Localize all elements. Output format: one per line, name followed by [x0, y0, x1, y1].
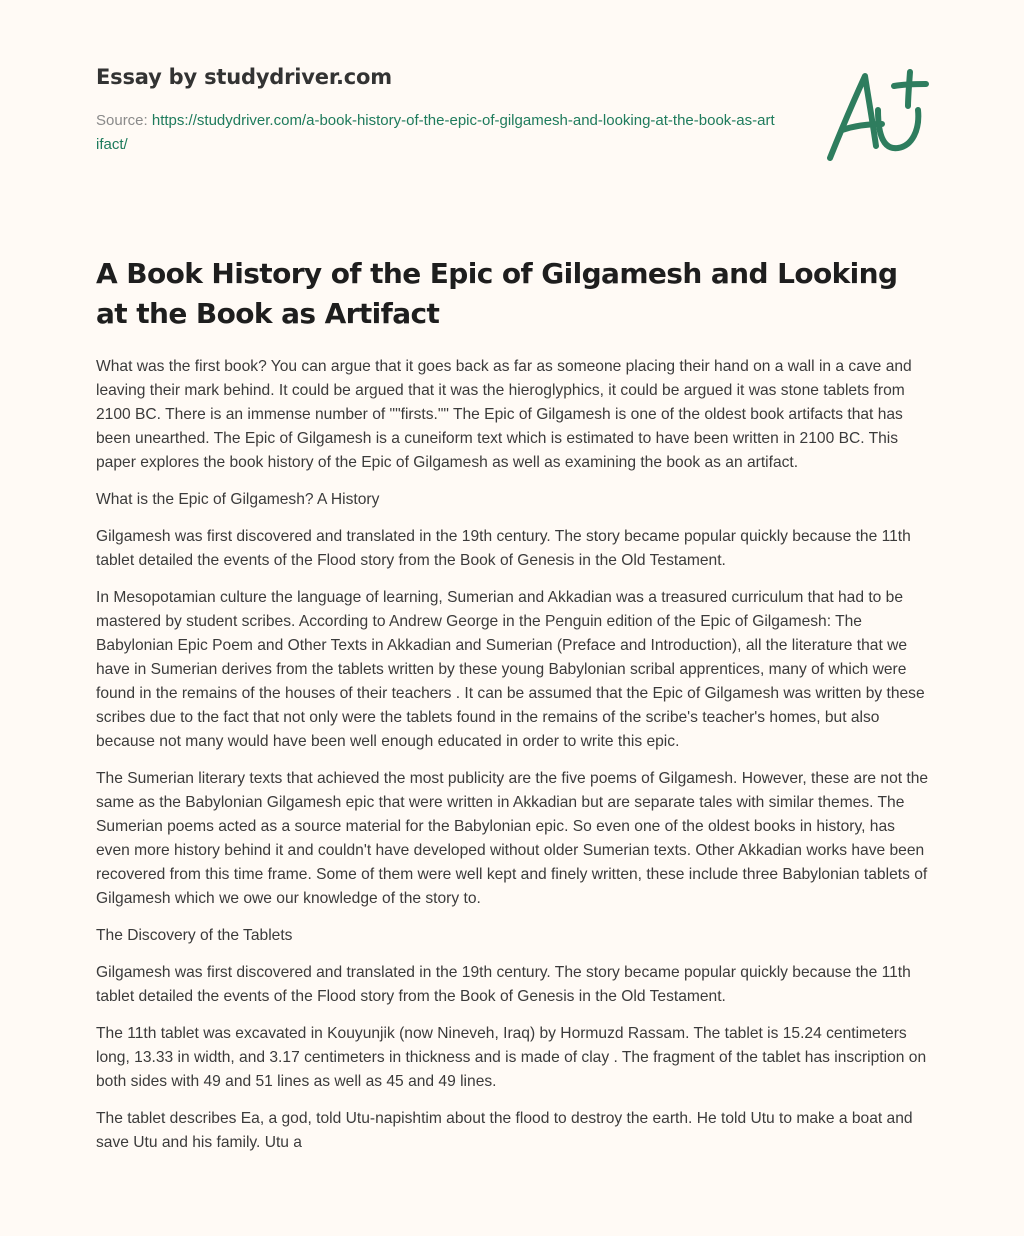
source-line — [96, 109, 776, 157]
paragraph: The tablet describes Ea, a god, told Utu-napishtim about the flood to destroy the earth. He told Utu to make a boat and save Utu and his family. Utu a — [96, 1110, 913, 1151]
page-header — [96, 62, 796, 157]
source-link[interactable]: https://studydriver.com/a-book-history-of-the-epic-of-gilgamesh-and-looking-at-the-book-as-artifact/ — [96, 112, 775, 153]
paragraph: What was the first book? You can argue that it goes back as far as someone placing their hand on a wall in a cave and leaving their mark behind. It could be argued that it was the hieroglyphics, it could be argued it was stone tablets from 2100 BC. There is an immense number of ""firsts."" The Epic of Gilgamesh is one of the oldest book artifacts that has been unearthed. The Epic of Gilgamesh is a cuneiform text which is estimated to have been written in 2100 BC. This paper explores the book history of the Epic of Gilgamesh as well as examining the book as an artifact. — [96, 358, 912, 471]
paragraph: The 11th tablet was excavated in Kouyunjik (now Nineveh, Iraq) by Hormuzd Rassam. The tablet is 15.24 centimeters long, 13.33 in width, and 3.17 centimeters in thickness and is made of clay . The fragment of the tablet has inscription on both sides with 49 and 51 lines as well as 45 and 49 lines. — [96, 1025, 927, 1090]
paragraph: The Sumerian literary texts that achieved the most publicity are the five poems of Gilgamesh. However, these are not the same as the Babylonian Gilgamesh epic that were written in Akkadian but are separate tales with similar themes. The Sumerian poems acted as a source material for the Babylonian epic. So even one of the oldest books in history, has even more history behind it and couldn't have developed without older Sumerian texts. Other Akkadian works have been recovered from this time frame. Some of them were well kept and finely written, these include three Babylonian tablets of Gilgamesh which we owe our knowledge of the story to. — [96, 770, 929, 907]
brand-title: Essay by studydriver.com — [96, 65, 392, 89]
paragraph: Gilgamesh was first discovered and translated in the 19th century. The story became popular quickly because the 11th tablet detailed the events of the Flood story from the Book of Genesis in the Old Testament. — [96, 964, 911, 1005]
section-heading: What is the Epic of Gilgamesh? A History — [96, 491, 380, 508]
paragraph: In Mesopotamian culture the language of learning, Sumerian and Akkadian was a treasured curriculum that had to be mastered by student scribes. According to Andrew George in the Penguin edition of the Epic of Gilgamesh: The Babylonian Epic Poem and Other Texts in Akkadian and Sumerian (Preface and Introduction), all the literature that we have in Sumerian derives from the tablets written by these young Babylonian scribal apprentices, many of which were found in the remains of the houses of their teachers . It can be assumed that the Epic of Gilgamesh was written by these scribes due to the fact that not only were the tablets found in the remains of the scribe's teacher's homes, but also because not many would have been well enough educated in order to write this epic. — [96, 589, 925, 750]
paragraph: Gilgamesh was first discovered and translated in the 19th century. The story became popular quickly because the 11th tablet detailed the events of the Flood story from the Book of Genesis in the Old Testament. — [96, 528, 911, 569]
a-plus-grade-icon — [820, 66, 930, 166]
article-body — [96, 355, 932, 1168]
source-label: Source: — [96, 112, 152, 129]
article-title: A Book History of the Epic of Gilgamesh and Looking at the Book as Artifact — [96, 257, 898, 330]
section-heading: The Discovery of the Tablets — [96, 927, 293, 944]
